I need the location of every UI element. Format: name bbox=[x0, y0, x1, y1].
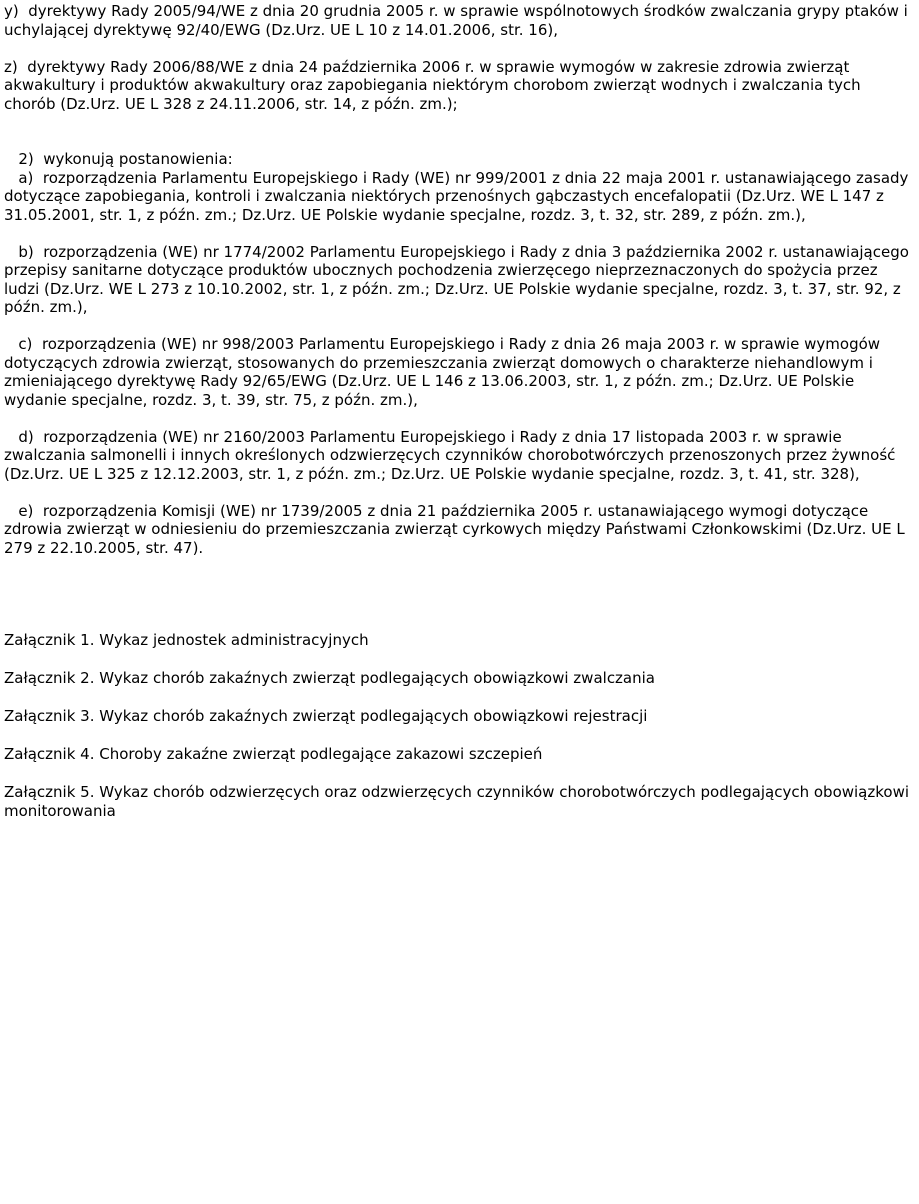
item-c: c) rozporządzenia (WE) nr 998/2003 Parlamentu Europejskiego i Rady z dnia 26 maja 2003 r. w sprawie wymogów dotyczących zdrowia zwierząt, stosowanych do przemieszczania zwierząt domowych o charakterze niehandlowym i zmieniającego dyrektywę Rady 92/65/EWG (Dz.Urz. UE L 146 z 13.06.2003, str. 1, z późn. zm.; Dz.Urz. UE Polskie wydanie specjalne, rozdz. 3, t. 39, str. 75, z późn. zm.), bbox=[4, 335, 885, 409]
spacer bbox=[4, 39, 916, 58]
spacer bbox=[4, 613, 916, 632]
item-e: e) rozporządzenia Komisji (WE) nr 1739/2005 z dnia 21 października 2005 r. ustanawiającego wymogi dotyczące zdrowia zwierząt w odniesieniu do przemieszczania zwierząt cyrkowych między Państwami Członkowskimi (Dz.Urz. UE L 279 z 22.10.2005, str. 47). bbox=[4, 501, 910, 557]
attachment-4: Załącznik 4. Choroby zakaźne zwierząt podlegające zakazowi szczepień bbox=[4, 745, 543, 763]
item-a: a) rozporządzenia Parlamentu Europejskiego i Rady (WE) nr 999/2001 z dnia 22 maja 2001 r. ustanawiającego zasady dotyczące zapobiegania, kontroli i zwalczania niektórych przenośnych gąbczastych encefalopatii (Dz.Urz. WE L 147 z 31.05.2001, str. 1, z późn. zm.; Dz.Urz. UE Polskie wydanie specjalne, rozdz. 3, t. 32, str. 289, z późn. zm.), bbox=[4, 168, 914, 224]
spacer bbox=[4, 113, 916, 150]
item-y: y) dyrektywy Rady 2005/94/WE z dnia 20 grudnia 2005 r. w sprawie wspólnotowych środków zwalczania grypy ptaków i uchylającej dyrektywę 92/40/EWG (Dz.Urz. UE L 10 z 14.01.2006, str. 16), bbox=[4, 2, 913, 39]
attachment-5: Załącznik 5. Wykaz chorób odzwierzęcych oraz odzwierzęcych czynników chorobotwórczych podlegających obowiązkowi monitorowania bbox=[4, 783, 914, 820]
item-b: b) rozporządzenia (WE) nr 1774/2002 Parlamentu Europejskiego i Rady z dnia 3 października 2002 r. ustanawiającego przepisy sanitarne dotyczące produktów ubocznych pochodzenia zwierzęcego nieprzeznaczonych do spożycia przez ludzi (Dz.Urz. WE L 273 z 10.10.2002, str. 1, z późn. zm.; Dz.Urz. UE Polskie wydanie specjalne, rozdz. 3, t. 37, str. 92, z późn. zm.), bbox=[4, 242, 914, 316]
spacer bbox=[4, 409, 916, 428]
item-d: d) rozporządzenia (WE) nr 2160/2003 Parlamentu Europejskiego i Rady z dnia 17 listopada 2003 r. w sprawie zwalczania salmonelli i innych określonych odzwierzęcych czynników chorobotwórczych przenoszonych przez żywność (Dz.Urz. UE L 325 z 12.12.2003, str. 1, z późn. zm.; Dz.Urz. UE Polskie wydanie specjalne, rozdz. 3, t. 41, str. 328), bbox=[4, 427, 901, 483]
spacer bbox=[4, 764, 916, 784]
spacer bbox=[4, 483, 916, 502]
attachment-1: Załącznik 1. Wykaz jednostek administracyjnych bbox=[4, 631, 369, 649]
document-body bbox=[4, 2, 916, 820]
spacer bbox=[4, 317, 916, 336]
spacer bbox=[4, 688, 916, 708]
attachment-3: Załącznik 3. Wykaz chorób zakaźnych zwierząt podlegających obowiązkowi rejestracji bbox=[4, 707, 648, 725]
item-z: z) dyrektywy Rady 2006/88/WE z dnia 24 października 2006 r. w sprawie wymogów w zakresie zdrowia zwierząt akwakultury i produktów akwakultury oraz zapobiegania niektórym chorobom zwierząt wodnych i zwalczania tych chorób (Dz.Urz. UE L 328 z 24.11.2006, str. 14, z późn. zm.); bbox=[4, 57, 866, 113]
spacer bbox=[4, 557, 916, 613]
attachment-2: Załącznik 2. Wykaz chorób zakaźnych zwierząt podlegających obowiązkowi zwalczania bbox=[4, 669, 655, 687]
spacer bbox=[4, 224, 916, 243]
spacer bbox=[4, 650, 916, 670]
section-2-intro: 2) wykonują postanowienia: bbox=[4, 150, 233, 168]
spacer bbox=[4, 726, 916, 746]
